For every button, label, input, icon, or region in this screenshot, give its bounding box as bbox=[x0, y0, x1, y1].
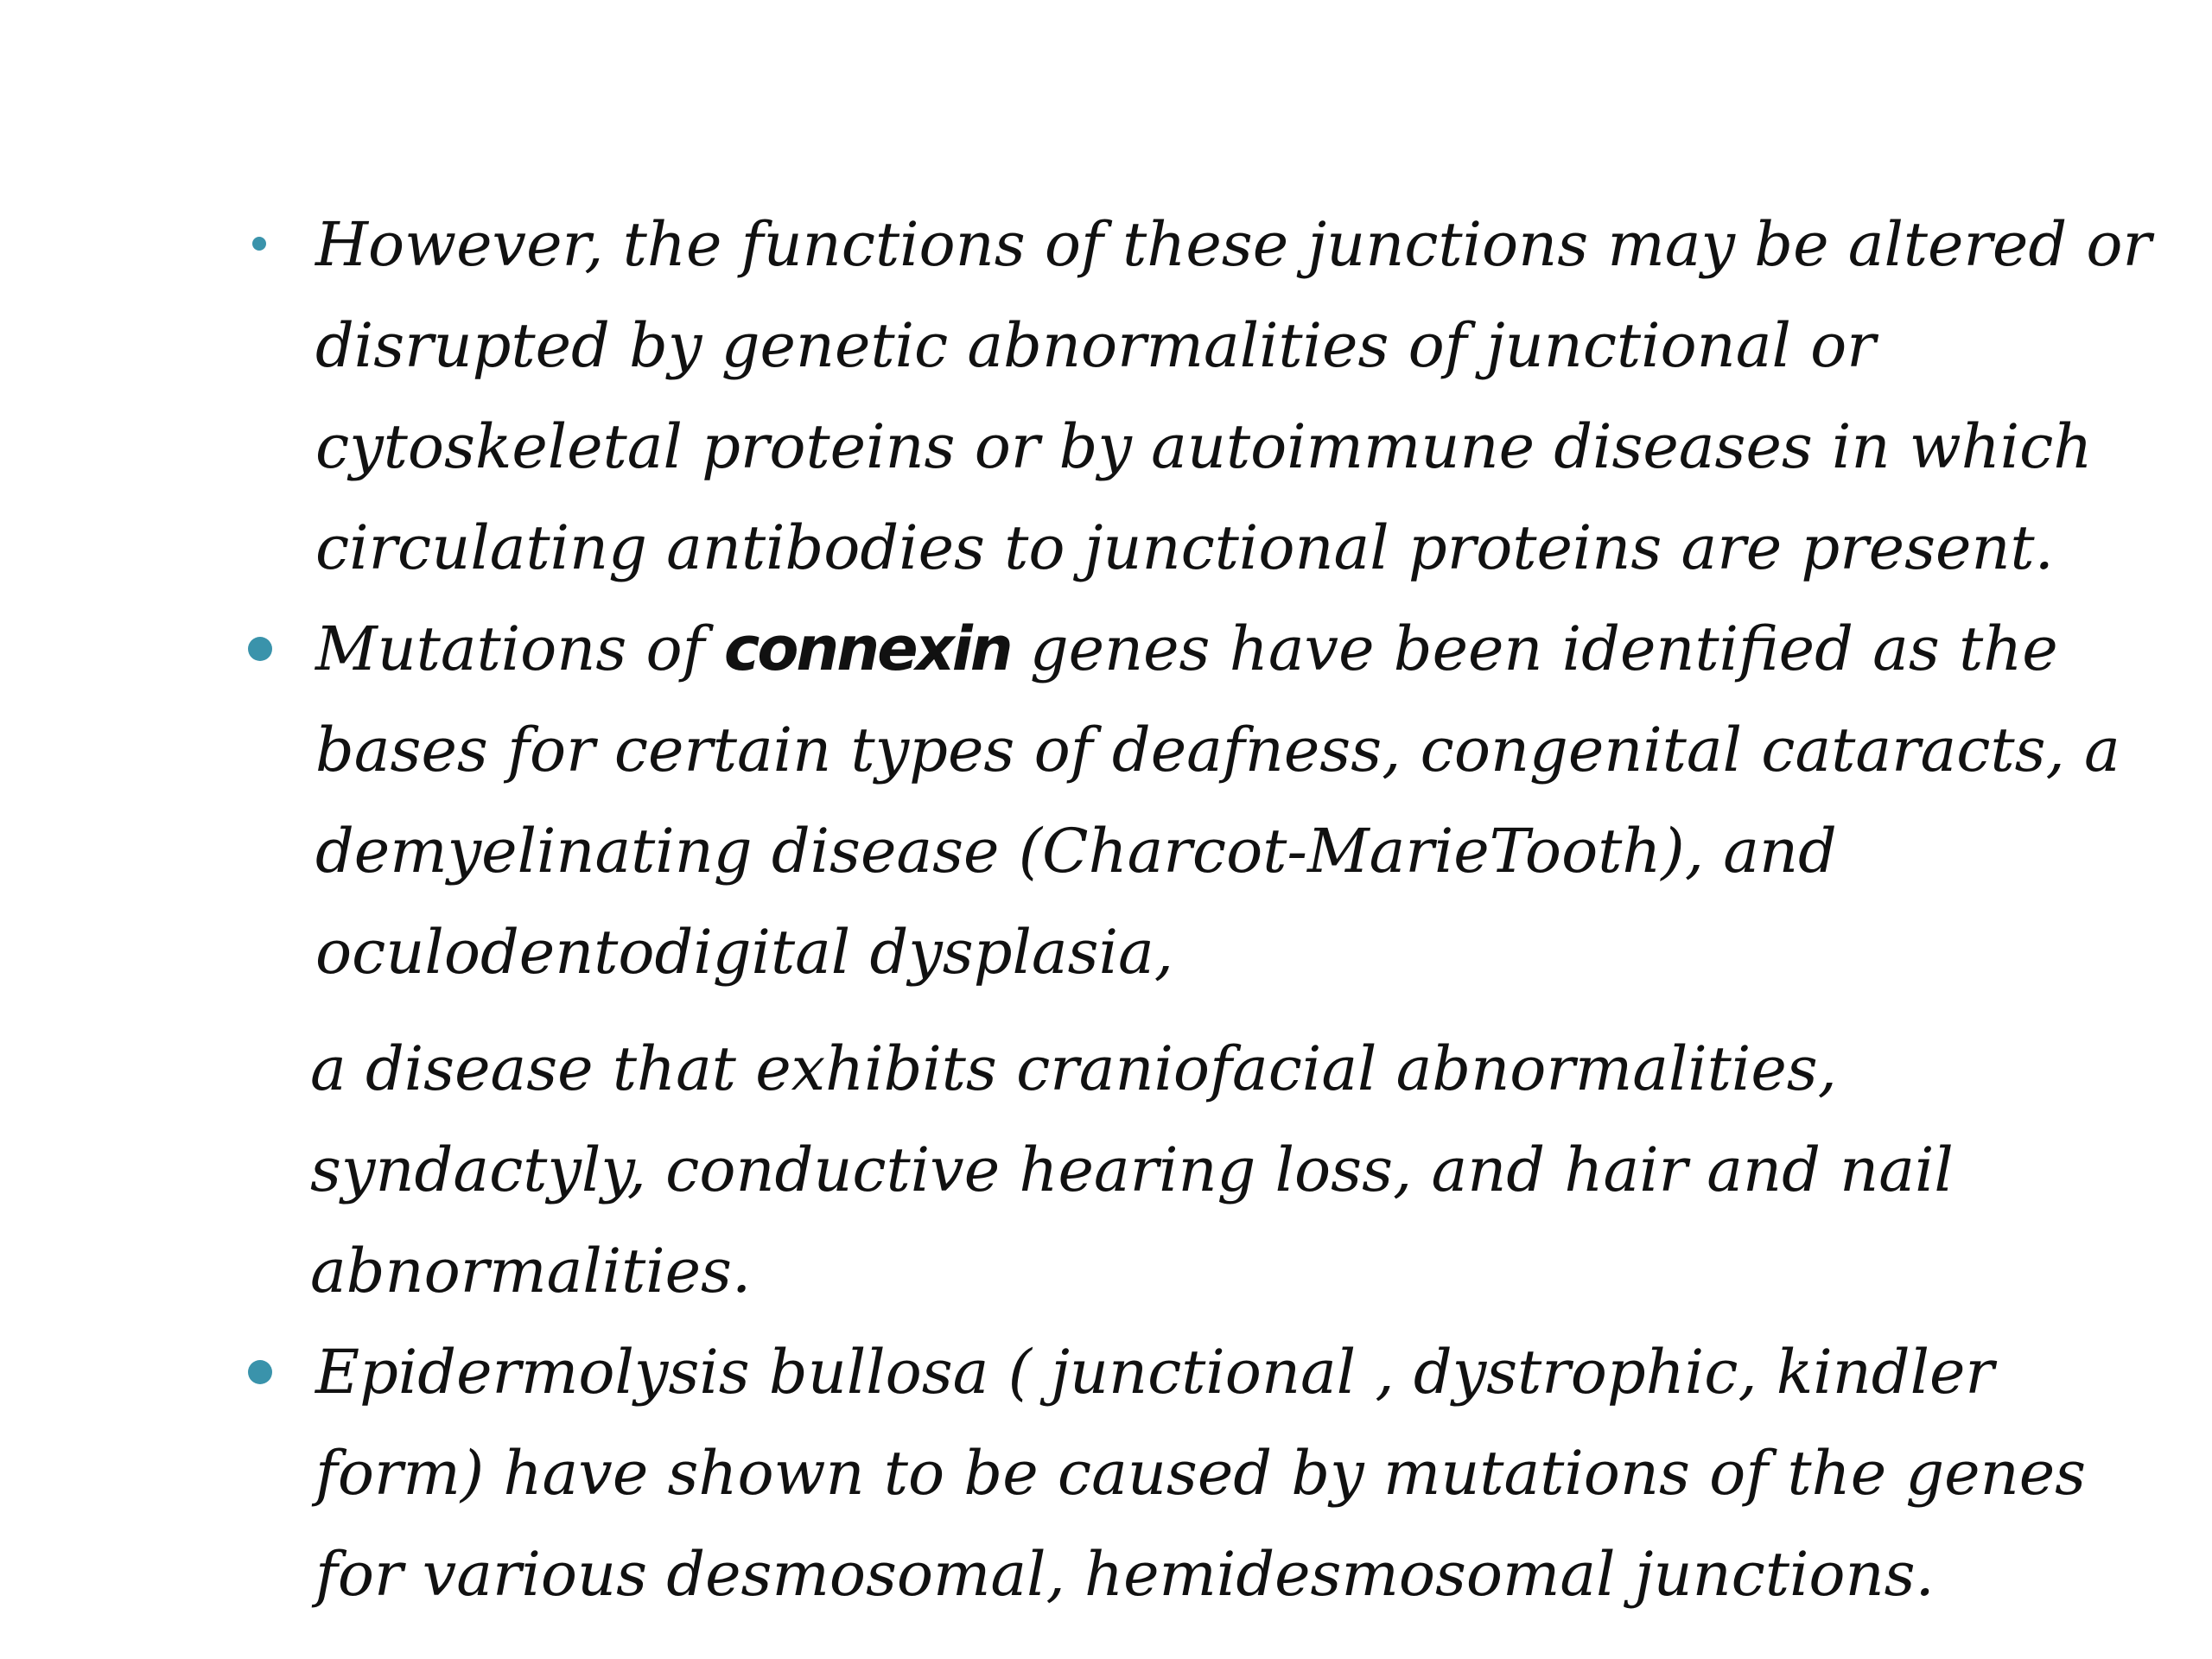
bullet-dot-icon bbox=[248, 1360, 272, 1384]
bullet-dot-icon bbox=[252, 237, 266, 251]
bullet-dot-icon bbox=[248, 637, 272, 661]
bullet-item-connexin-mutations bbox=[310, 599, 2173, 1322]
bullet-text-before: Mutations of bbox=[315, 613, 724, 684]
bullet-item-epidermolysis-bullosa bbox=[315, 1322, 2173, 1625]
bullet-item-junction-functions bbox=[315, 194, 2173, 599]
bullet-text bbox=[315, 599, 2173, 1003]
bullet-list bbox=[310, 194, 2173, 1625]
bullet-text: Epidermolysis bullosa ( junctional , dystrophic, kindler form) have shown to be caused by mutations of the genes for various desmosomal, hemidesmosomal junctions. bbox=[315, 1337, 2087, 1610]
bullet-continuation: a disease that exhibits craniofacial abnormalities, syndactyly, conductive hearing loss, and hair and nail abnormalities. bbox=[310, 1033, 1954, 1306]
emphasized-term: connexin bbox=[723, 613, 1011, 684]
bullet-text-after: genes have been identified as the bases for certain types of deafness, congenital cataracts, a demyelinating disease (Charcot-MarieTooth), and oculodentodigital dysplasia, bbox=[315, 613, 2120, 988]
bullet-text: However, the functions of these junctions may be altered or disrupted by genetic abnormalities of junctional or cytoskeletal proteins or by autoimmune diseases in which circulating antibodies to junctional proteins are present. bbox=[315, 209, 2152, 583]
